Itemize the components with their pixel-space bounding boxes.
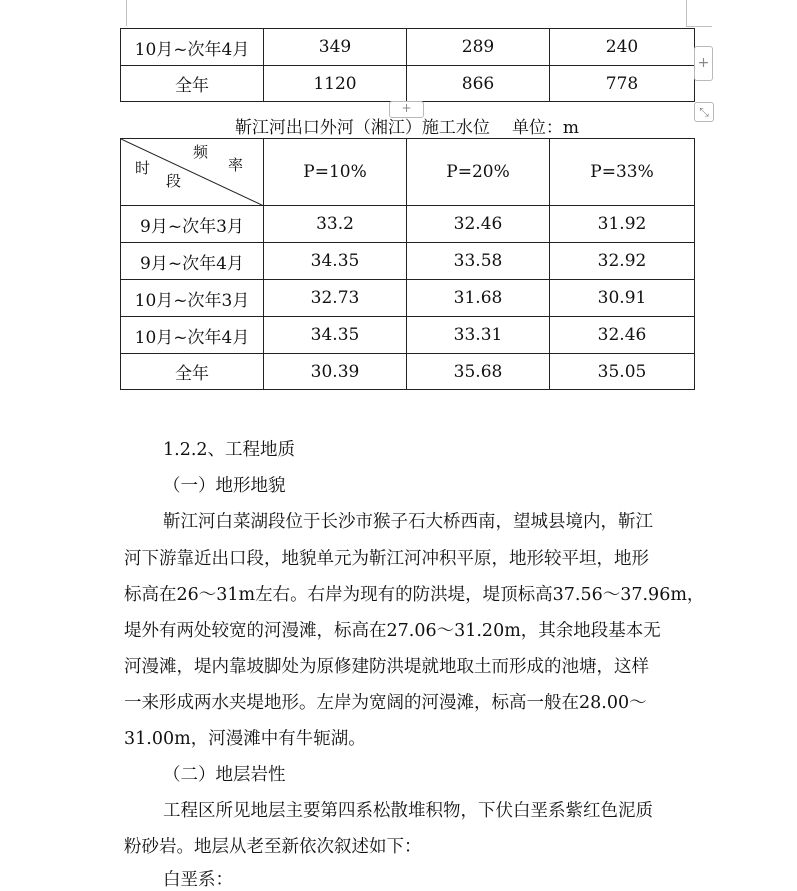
plus-icon: + (697, 55, 710, 71)
table-cell: 1120 (264, 66, 407, 102)
table-cell: 30.39 (264, 354, 407, 390)
table-cell: 30.91 (550, 280, 695, 317)
table-cell: 289 (407, 29, 550, 66)
margin-mark-left (126, 0, 127, 26)
table-cell: 35.68 (407, 354, 550, 390)
paragraph-line: 31.00m，河漫滩中有牛轭湖。 (124, 729, 366, 749)
table-cell: 33.31 (407, 317, 550, 354)
flow-table-continued (120, 28, 695, 102)
table-row (121, 206, 695, 243)
column-header: P=10% (264, 139, 407, 206)
table-cell: 31.68 (407, 280, 550, 317)
table-cell: 全年 (121, 66, 264, 102)
header-freq-char1: 频 (193, 143, 209, 161)
margin-mark-right (686, 0, 687, 26)
section-heading: 1.2.2、工程地质 (163, 440, 296, 460)
table-cell: 10月~次年4月 (121, 29, 264, 66)
table-header-row (121, 139, 695, 206)
header-period-char1: 时 (135, 159, 151, 177)
table-cell: 33.58 (407, 243, 550, 280)
add-row-button[interactable] (694, 46, 713, 81)
water-level-table (120, 138, 695, 390)
margin-mark-right-h (686, 26, 712, 27)
plus-icon: + (401, 101, 412, 115)
table-cell: 9月~次年4月 (121, 243, 264, 280)
resize-table-handle[interactable] (694, 102, 714, 122)
header-period-char2: 段 (166, 172, 182, 190)
table-cell: 240 (550, 29, 695, 66)
table-row (121, 29, 695, 66)
table-cell: 31.92 (550, 206, 695, 243)
diagonal-header-cell (121, 139, 264, 206)
table-cell: 10月~次年4月 (121, 317, 264, 354)
subheading-strata: （二）地层岩性 (163, 765, 286, 785)
table-cell: 349 (264, 29, 407, 66)
resize-icon: ⤡ (699, 105, 709, 119)
caption-unit: 单位：m (511, 118, 580, 138)
table-cell: 866 (407, 66, 550, 102)
table-caption (120, 113, 694, 138)
table-cell: 32.46 (550, 317, 695, 354)
paragraph-line: 工程区所见地层主要第四系松散堆积物，下伏白垩系紫红色泥质 (163, 801, 653, 821)
paragraph-line: 堤外有两处较宽的河漫滩，标高在27.06～31.20m，其余地段基本无 (124, 621, 661, 641)
column-header: P=33% (550, 139, 695, 206)
column-header: P=20% (407, 139, 550, 206)
table-row (121, 66, 695, 102)
table-cell: 32.92 (550, 243, 695, 280)
table-row (121, 243, 695, 280)
paragraph-line: 粉砂岩。地层从老至新依次叙述如下： (124, 837, 422, 857)
table-cell: 34.35 (264, 243, 407, 280)
table-cell: 32.46 (407, 206, 550, 243)
header-freq-char2: 率 (228, 156, 244, 174)
paragraph-line: 标高在26～31m左右。右岸为现有的防洪堤，堤顶标高37.56～37.96m， (124, 585, 705, 605)
subheading-terrain: （一）地形地貌 (163, 476, 286, 496)
table-cell: 全年 (121, 354, 264, 390)
table-cell: 34.35 (264, 317, 407, 354)
table-row (121, 280, 695, 317)
paragraph-line-cut: 白垩系： (163, 870, 233, 890)
table-cell: 33.2 (264, 206, 407, 243)
table-row (121, 317, 695, 354)
table-row (121, 354, 695, 390)
paragraph-line: 河漫滩，堤内靠坡脚处为原修建防洪堤就地取土而形成的池塘，这样 (124, 657, 649, 677)
caption-title: 靳江河出口外河（湘江）施工水位 (234, 118, 490, 138)
paragraph-line: 靳江河白菜湖段位于长沙市猴子石大桥西南，望城县境内，靳江 (163, 512, 653, 532)
table-cell: 778 (550, 66, 695, 102)
paragraph-line: 一来形成两水夹堤地形。左岸为宽阔的河漫滩，标高一般在28.00～ (124, 693, 647, 713)
table-cell: 10月~次年3月 (121, 280, 264, 317)
table-cell: 32.73 (264, 280, 407, 317)
table-cell: 35.05 (550, 354, 695, 390)
table-cell: 9月~次年3月 (121, 206, 264, 243)
paragraph-line: 河下游靠近出口段，地貌单元为靳江河冲积平原，地形较平坦，地形 (124, 549, 649, 569)
